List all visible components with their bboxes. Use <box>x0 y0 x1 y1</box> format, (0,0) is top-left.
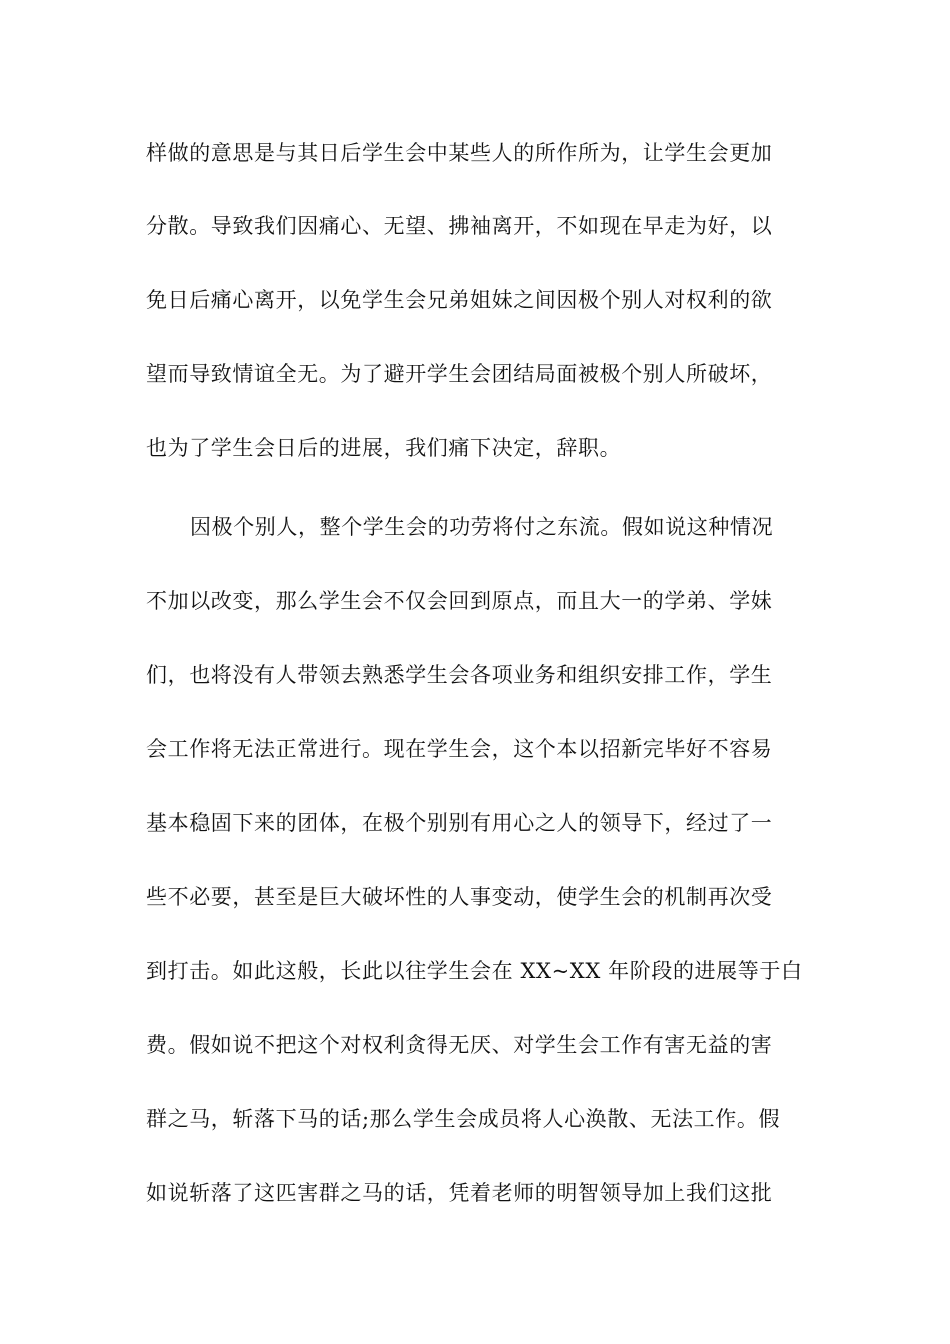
text-line: 也为了学生会日后的进展，我们痛下决定，辞职。 <box>146 436 622 460</box>
text-line: 群之马，斩落下马的话;那么学生会成员将人心涣散、无法工作。假 <box>146 1107 781 1131</box>
text-line: 些不必要，甚至是巨大破坏性的人事变动，使学生会的机制再次受 <box>146 885 773 909</box>
text-line: 望而导致情谊全无。为了避开学生会团结局面被极个别人所破坏， <box>146 362 773 386</box>
text-line: 会工作将无法正常进行。现在学生会，这个本以招新完毕好不容易 <box>146 737 773 761</box>
text-line: 到打击。如此这般，长此以往学生会在 XX~XX 年阶段的进展等于白 <box>146 959 803 983</box>
text-line: 基本稳固下来的团体，在极个别别有用心之人的领导下，经过了一 <box>146 811 773 835</box>
text-line: 如说斩落了这匹害群之马的话，凭着老师的明智领导加上我们这批 <box>146 1181 773 1205</box>
text-line: 不加以改变，那么学生会不仅会回到原点，而且大一的学弟、学妹 <box>146 589 773 613</box>
text-line: 免日后痛心离开，以免学生会兄弟姐妹之间因极个别人对权利的欲 <box>146 288 773 312</box>
text-line: 费。假如说不把这个对权利贪得无厌、对学生会工作有害无益的害 <box>146 1033 773 1057</box>
text-line: 样做的意思是与其日后学生会中某些人的所作所为，让学生会更加 <box>146 141 773 165</box>
text-line: 们，也将没有人带领去熟悉学生会各项业务和组织安排工作，学生 <box>146 663 773 687</box>
text-line-paragraph-start: 因极个别人，整个学生会的功劳将付之东流。假如说这种情况 <box>190 515 774 539</box>
text-line: 分散。导致我们因痛心、无望、拂袖离开，不如现在早走为好，以 <box>146 214 773 238</box>
